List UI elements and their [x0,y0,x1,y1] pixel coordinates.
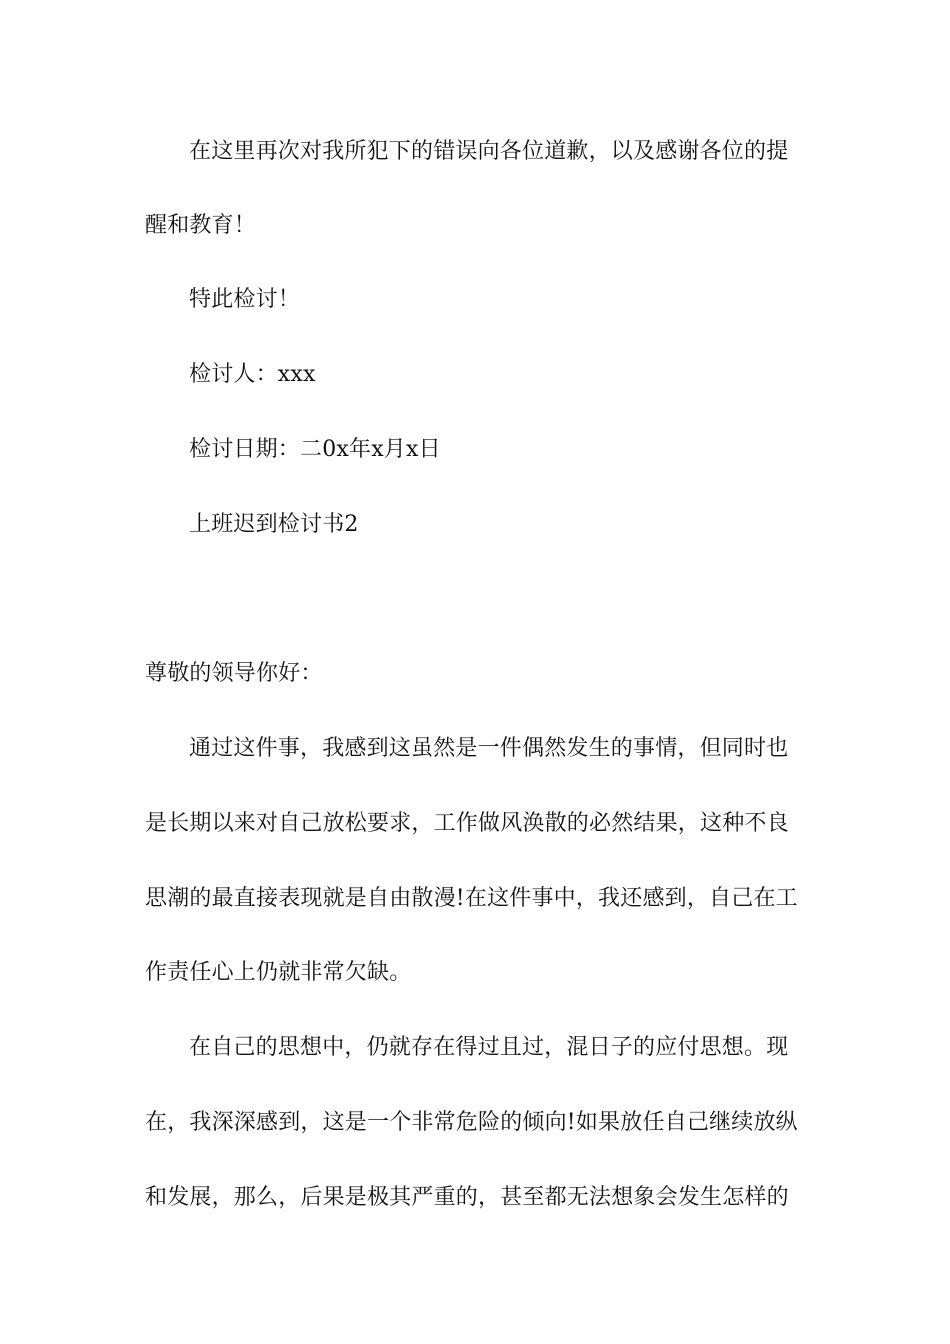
salutation-line: 尊敬的领导你好： [145,661,323,686]
section-title: 上班迟到检讨书2 [189,512,359,537]
paragraph-line: 在，我深深感到，这是一个非常危险的倾向!如果放任自己继续放纵 [145,1110,798,1135]
paragraph-line: 是长期以来对自己放松要求，工作做风涣散的必然结果，这种不良 [145,811,789,836]
paragraph-line: 在这里再次对我所犯下的错误向各位道歉，以及感谢各位的提 [189,139,789,164]
closing-line: 特此检讨！ [189,287,301,312]
author-line: 检讨人：xxx [189,362,316,387]
paragraph-line: 和发展，那么，后果是极其严重的，甚至都无法想象会发生怎样的 [145,1185,789,1210]
paragraph-line: 醒和教育！ [145,213,257,238]
paragraph-line: 作责任心上仍就非常欠缺。 [145,960,412,985]
paragraph-line: 在自己的思想中，仍就存在得过且过，混日子的应付思想。现 [189,1035,789,1060]
paragraph-line: 通过这件事，我感到这虽然是一件偶然发生的事情，但同时也 [189,736,789,761]
date-line: 检讨日期：二0x年x月x日 [189,437,441,462]
paragraph-line: 思潮的最直接表现就是自由散漫!在这件事中，我还感到，自己在工 [145,886,798,911]
